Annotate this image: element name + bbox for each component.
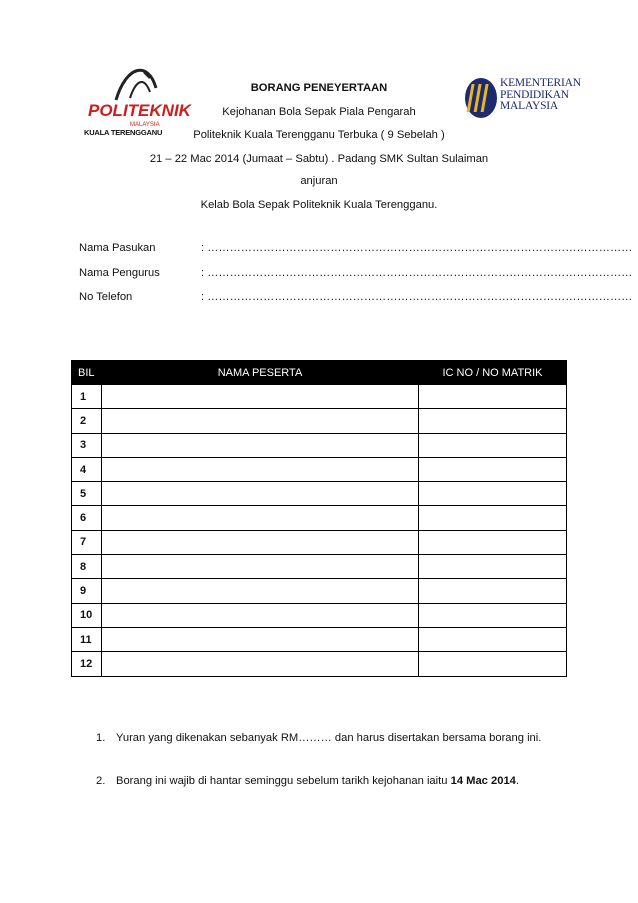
name-cell[interactable] — [102, 627, 419, 651]
header-line-3: 21 – 22 Mac 2014 (Jumaat – Sabtu) . Padang SMK Sultan Sulaiman — [149, 153, 489, 165]
note-1 — [96, 732, 541, 744]
ic-cell[interactable] — [419, 433, 567, 457]
form-title: BORANG PENEYERTAAN — [250, 82, 388, 94]
row-number: 8 — [72, 555, 102, 579]
table-row — [72, 579, 567, 603]
field-manager-input[interactable]: : …………………………………………………………………………………………………… — [201, 267, 633, 279]
name-cell[interactable] — [102, 603, 419, 627]
ic-cell[interactable] — [419, 652, 567, 676]
kementerian-line-1: KEMENTERIAN — [500, 77, 581, 89]
row-number: 7 — [72, 530, 102, 554]
ic-cell[interactable] — [419, 555, 567, 579]
table-row — [72, 627, 567, 651]
field-label-manager: Nama Pengurus — [79, 267, 160, 279]
header-nama-peserta: NAMA PESERTA — [102, 361, 419, 385]
ic-cell[interactable] — [419, 506, 567, 530]
header-bil: BIL — [72, 361, 102, 385]
row-number: 2 — [72, 409, 102, 433]
row-number: 11 — [72, 627, 102, 651]
note-2-deadline: 14 Mac 2014 — [450, 775, 516, 787]
field-label-phone: No Telefon — [79, 291, 133, 303]
field-label-team: Nama Pasukan — [79, 242, 156, 254]
name-cell[interactable] — [102, 579, 419, 603]
note-2 — [96, 775, 519, 787]
row-number: 10 — [72, 603, 102, 627]
row-number: 6 — [72, 506, 102, 530]
name-cell[interactable] — [102, 652, 419, 676]
ic-cell[interactable] — [419, 530, 567, 554]
kementerian-line-2: PENDIDIKAN — [500, 88, 569, 101]
header-line-2: Politeknik Kuala Terengganu Terbuka ( 9 Sebelah ) — [193, 129, 445, 141]
politeknik-wordmark: POLITEKNIK — [88, 101, 191, 120]
table-row — [72, 409, 567, 433]
name-cell[interactable] — [102, 482, 419, 506]
note-2-number: 2. — [96, 775, 106, 787]
header-line-5: Kelab Bola Sepak Politeknik Kuala Terengganu. — [200, 199, 438, 211]
table-row — [72, 457, 567, 481]
row-number: 5 — [72, 482, 102, 506]
note-2-period: . — [515, 775, 520, 787]
kementerian-line-3: MALAYSIA — [500, 100, 559, 112]
politeknik-logo — [86, 58, 191, 138]
name-cell[interactable] — [102, 530, 419, 554]
politeknik-sub-wordmark: MALAYSIA — [130, 122, 160, 128]
ic-cell[interactable] — [419, 482, 567, 506]
table-header-row — [72, 361, 567, 385]
row-number: 4 — [72, 457, 102, 481]
ic-cell[interactable] — [419, 579, 567, 603]
row-number: 12 — [72, 652, 102, 676]
note-1-text: Yuran yang dikenakan sebanyak RM……… dan harus disertakan bersama borang ini. — [116, 732, 542, 744]
header-ic-no: IC NO / NO MATRIK — [419, 361, 567, 385]
name-cell[interactable] — [102, 385, 419, 409]
name-cell[interactable] — [102, 506, 419, 530]
name-cell[interactable] — [102, 409, 419, 433]
field-phone-input[interactable]: : …………………………………………………………………………………………………… — [201, 291, 633, 303]
table-row — [72, 482, 567, 506]
table-row — [72, 385, 567, 409]
table-row — [72, 652, 567, 676]
table-row — [72, 506, 567, 530]
table-row — [72, 530, 567, 554]
ic-cell[interactable] — [419, 409, 567, 433]
ic-cell[interactable] — [419, 385, 567, 409]
field-team-input[interactable]: : …………………………………………………………………………………………………… — [201, 242, 633, 254]
table-row — [72, 555, 567, 579]
ic-cell[interactable] — [419, 603, 567, 627]
name-cell[interactable] — [102, 433, 419, 457]
row-number: 3 — [72, 433, 102, 457]
ic-cell[interactable] — [419, 457, 567, 481]
participants-table — [71, 360, 567, 677]
name-cell[interactable] — [102, 555, 419, 579]
table-row — [72, 603, 567, 627]
row-number: 9 — [72, 579, 102, 603]
row-number: 1 — [72, 385, 102, 409]
ic-cell[interactable] — [419, 627, 567, 651]
table-row — [72, 433, 567, 457]
header-line-4: anjuran — [300, 175, 338, 187]
left-logo-caption: KUALA TERENGGANU — [84, 128, 163, 137]
note-2-text: Borang ini wajib di hantar seminggu sebelum tarikh kejohanan iaitu — [116, 775, 451, 787]
header-line-1: Kejohanan Bola Sepak Piala Pengarah — [222, 106, 416, 118]
note-1-number: 1. — [96, 732, 106, 744]
name-cell[interactable] — [102, 457, 419, 481]
